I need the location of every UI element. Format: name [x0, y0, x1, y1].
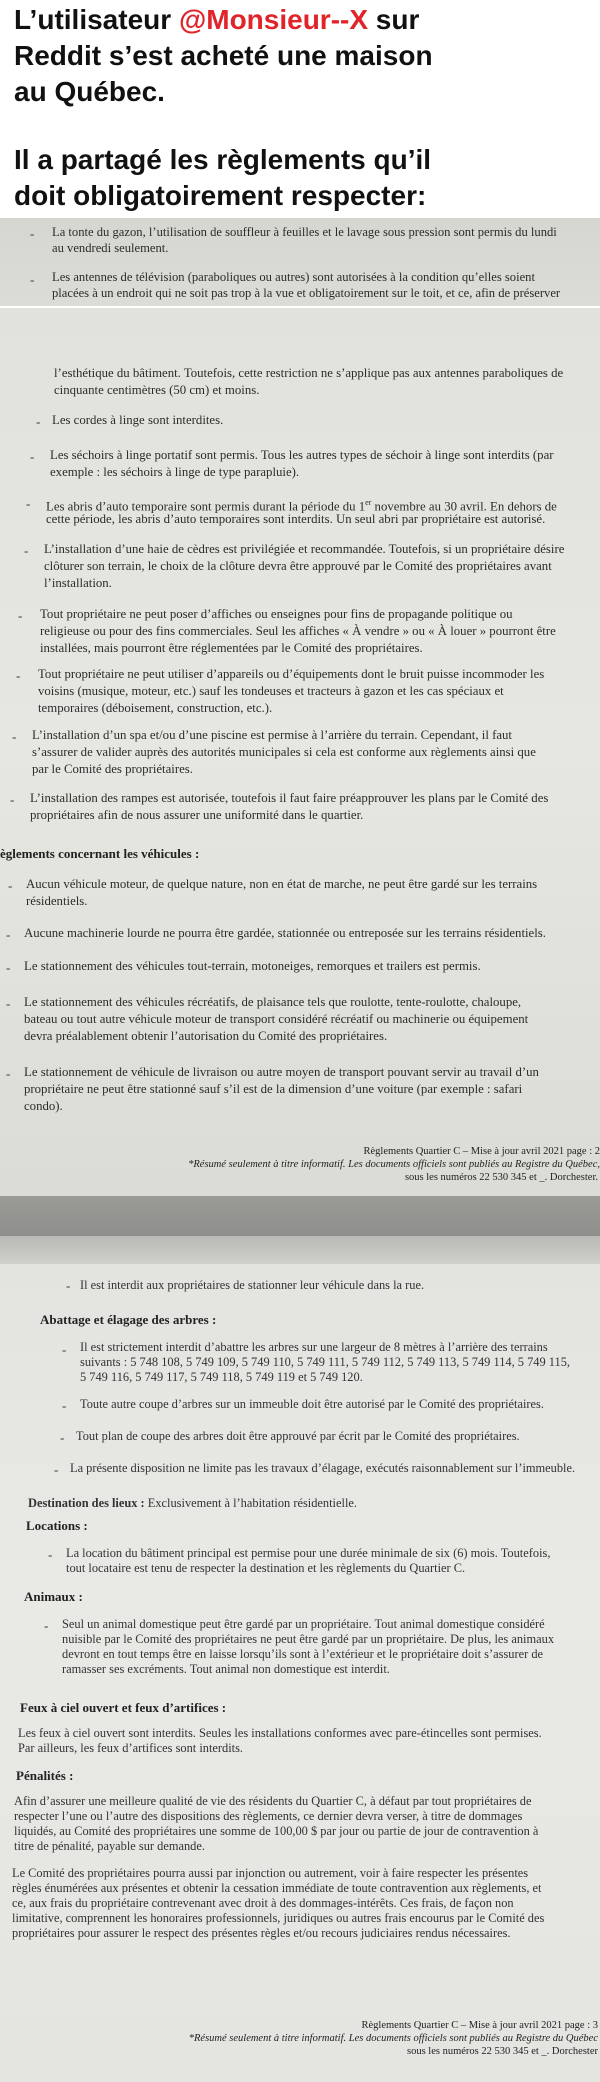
- bullet-dash: -: [36, 414, 41, 429]
- rule-line: s’assurer de valider auprès des autorités municipales si cela est conforme aux règlements ainsi que: [32, 745, 536, 759]
- rule-line: titre de pénalité, payable sur demande.: [14, 1839, 205, 1853]
- section-heading-locations: Locations :: [26, 1518, 88, 1533]
- rule-line: Les cordes à linge sont interdites.: [52, 413, 224, 427]
- bullet-dash: -: [6, 1066, 11, 1081]
- rule-line: condo).: [24, 1099, 63, 1113]
- caption-line-3: au Québec.: [14, 76, 165, 107]
- rule-line: respecter l’une ou l’autre des dispositions des règlements, ce dernier devra verser, à titre de dommages: [14, 1809, 523, 1823]
- bullet-dash: -: [6, 996, 11, 1011]
- rule-line: voisins (musique, moteur, etc.) sauf les tondeuses et tracteurs à gazon et les cas spéciaux et: [38, 684, 504, 698]
- bullet-dash: -: [16, 668, 21, 683]
- rule-line: Le Comité des propriétaires pourra aussi par injonction ou autrement, voir à faire respecter les présentes: [12, 1866, 529, 1880]
- rule-line: limitative, comprennent les honoraires professionnels, juridiques ou autres frais encourus par le Comité des: [12, 1911, 545, 1925]
- bullet-dash: -: [18, 608, 23, 623]
- rule-line: Les antennes de télévision (paraboliques ou autres) sont autorisées à la condition qu’elles soient: [52, 270, 535, 284]
- rule-line: L’installation des rampes est autorisée, toutefois il faut faire préapprouver les plans par le Comité des: [30, 791, 549, 805]
- rule-line: La tonte du gazon, l’utilisation de souffleur à feuilles et le lavage sous pression sont permis du lundi: [52, 225, 557, 239]
- bullet-dash: -: [62, 1342, 67, 1357]
- rule-line: Tout propriétaire ne peut poser d’affiches ou enseignes pour fins de propagande politique ou: [40, 607, 513, 621]
- rule-line: La location du bâtiment principal est permise pour une durée minimale de six (6) mois. Toutefois,: [66, 1546, 551, 1560]
- rule-line: Toute autre coupe d’arbres sur un immeuble doit être autorisé par le Comité des propriétaires.: [80, 1397, 544, 1411]
- rule-line: Seul un animal domestique peut être gardé par un propriétaire. Tout animal domestique considéré: [62, 1617, 545, 1631]
- bullet-dash: -: [62, 1398, 67, 1413]
- photo-gap-light: [0, 1236, 600, 1264]
- rule-line: religieuse ou pour des fins commerciales. Seul les affiches « À vendre » ou « À louer » pourront être: [40, 624, 556, 638]
- page-footer-note: *Résumé seulement à titre informatif. Les documents officiels sont publiés au Registre du Québec: [188, 2033, 598, 2044]
- rule-line: temporaires (déboisement, construction, etc.).: [38, 701, 273, 715]
- page-footer-registry: sous les numéros 22 530 345 et _. Dorchester.: [404, 1172, 598, 1183]
- rule-line: L’installation d’une haie de cèdres est privilégiée et recommandée. Toutefois, si un propriétaire désire: [44, 542, 565, 556]
- rule-line: ramasser ses excréments. Tout animal non domestique est interdit.: [62, 1662, 390, 1676]
- photo-gap-dark: [0, 1196, 600, 1236]
- document-photo-3: [0, 1264, 600, 2082]
- rule-line: l’esthétique du bâtiment. Toutefois, cette restriction ne s’applique pas aux antennes paraboliques de: [54, 366, 564, 380]
- rule-line: installées, mais pourront être réglementées par le Comité des propriétaires.: [40, 641, 423, 655]
- bullet-dash: -: [8, 878, 13, 893]
- rule-line: liquidés, au Comité des propriétaires une somme de 100,00 $ par jour ou partie de jour de contravention à: [14, 1824, 539, 1838]
- bullet-dash: -: [10, 792, 15, 807]
- rule-line: nuisible par le Comité des propriétaires ne peut être gardé par un propriétaire. De plus, les animaux: [62, 1632, 555, 1646]
- rule-line: résidentiels.: [26, 894, 88, 908]
- rule-line: devra préalablement obtenir l’autorisation du Comité des propriétaires.: [24, 1029, 388, 1043]
- bullet-dash: -: [66, 1278, 71, 1293]
- rule-line: Aucun véhicule moteur, de quelque nature, non en état de marche, ne peut être gardé sur les terrains: [26, 877, 538, 891]
- document-photo-1: [0, 218, 600, 306]
- bullet-dash: -: [44, 1618, 49, 1633]
- rule-line: exemple : les séchoirs à linge de type parapluie).: [50, 465, 300, 479]
- rule-line: clôturer son terrain, le choix de la clôture devra être approuvé par le Comité des propriétaires avant: [44, 559, 552, 573]
- section-heading-animals: Animaux :: [24, 1589, 83, 1604]
- rule-line: Les feux à ciel ouvert sont interdits. Seules les installations conformes avec pare-étincelles sont permises.: [18, 1726, 542, 1740]
- bullet-dash: -: [60, 1430, 65, 1445]
- bullet-dash: -: [6, 927, 11, 942]
- rule-line: bateau ou tout autre véhicule moteur de transport considéré récréatif ou machinerie ou équipement: [24, 1012, 529, 1026]
- rule-line: propriétaire ne peut être stationné sauf s’il est de la dimension d’une voiture (par exemple : safari: [24, 1082, 523, 1096]
- section-heading-trees: Abattage et élagage des arbres :: [40, 1312, 217, 1327]
- rule-line: Tout plan de coupe des arbres doit être approuvé par écrit par le Comité des propriétaires.: [76, 1429, 520, 1443]
- rule-line: Tout propriétaire ne peut utiliser d’appareils ou d’équipements dont le bruit puisse incommoder les: [38, 667, 545, 681]
- rule-line: propriétaires pour assurer le respect des présentes règles et/ou recours judiciaires rendus nécessaires.: [12, 1926, 511, 1940]
- document-photo-2: [0, 308, 600, 1196]
- page-footer: Règlements Quartier C – Mise à jour avril 2021 page : 2: [363, 1146, 600, 1157]
- rule-line: Aucune machinerie lourde ne pourra être gardée, stationnée ou entreposée sur les terrains résidentiels.: [24, 926, 546, 940]
- rule-line: placées à un endroit qui ne soit pas trop à la vue et obligatoirement sur le toit, et ce, afin de préserver: [52, 286, 561, 300]
- bullet-dash: -: [30, 449, 35, 464]
- bullet-dash: -: [12, 729, 17, 744]
- caption-line-1: L’utilisateur @Monsieur--X sur: [14, 4, 420, 35]
- destination-value: Exclusivement à l’habitation résidentielle.: [144, 1496, 357, 1510]
- rule-line: Il est interdit aux propriétaires de stationner leur véhicule dans la rue.: [80, 1278, 425, 1292]
- rule-line: Le stationnement de véhicule de livraison ou autre moyen de transport pouvant servir au travail d’un: [24, 1065, 539, 1079]
- page-footer-registry: sous les numéros 22 530 345 et _. Dorchester: [406, 2046, 598, 2057]
- rule-line: par le Comité des propriétaires.: [32, 762, 193, 776]
- page-footer: Règlements Quartier C – Mise à jour avril 2021 page : 3: [361, 2020, 598, 2031]
- rule-line: Par ailleurs, les feux d’artifices sont interdits.: [18, 1741, 244, 1755]
- caption-line-5: doit obligatoirement respecter:: [14, 180, 427, 211]
- rule-line: L’installation d’un spa et/ou d’une piscine est permise à l’arrière du terrain. Cependant, il faut: [32, 728, 512, 742]
- rule-line: Les abris d’auto temporaire sont permis durant la période du 1er novembre au 30 avril. En dehors de: [46, 498, 557, 514]
- caption-line-2: Reddit s’est acheté une maison: [14, 40, 433, 71]
- section-heading-vehicles: èglements concernant les véhicules :: [0, 846, 200, 861]
- rule-line: Afin d’assurer une meilleure qualité de vie des résidents du Quartier C, à défaut par tout propriétaires de: [14, 1794, 532, 1808]
- bullet-dash: -: [48, 1547, 53, 1562]
- destination-label: Destination des lieux :: [28, 1496, 145, 1510]
- rule-line: devront en tout temps être en laisse lorsqu’ils sont à l’extérieur et le propriétaire doit s’assurer de: [62, 1647, 544, 1661]
- bullet-dash: -: [24, 543, 29, 558]
- rule-line: propriétaires afin de nous assurer une uniformité dans le quartier.: [30, 808, 364, 822]
- rule-line: La présente disposition ne limite pas les travaux d’élagage, exécutés raisonnablement sur l’immeuble.: [70, 1461, 576, 1475]
- rule-line: suivants : 5 748 108, 5 749 109, 5 749 110, 5 749 111, 5 749 112, 5 749 113, 5 749 114, 5 749 115,: [80, 1355, 570, 1369]
- rule-line: Il est strictement interdit d’abattre les arbres sur une largeur de 8 mètres à l’arrière des terrains: [80, 1340, 548, 1354]
- bullet-dash: -: [54, 1462, 59, 1477]
- reddit-username: @Monsieur--X: [178, 4, 369, 35]
- rule-line: Le stationnement des véhicules récréatifs, de plaisance tels que roulotte, tente-roulotte, chaloupe,: [24, 995, 522, 1009]
- caption-line-4: Il a partagé les règlements qu’il: [14, 144, 432, 175]
- rule-line: tout locataire est tenu de respecter la destination et les règlements du Quartier C.: [66, 1561, 466, 1575]
- bullet-dash: -: [26, 496, 31, 511]
- section-heading-fires: Feux à ciel ouvert et feux d’artifices :: [20, 1700, 227, 1715]
- destination-rule: [28, 1496, 357, 1512]
- rule-line: Les séchoirs à linge portatif sont permis. Tous les autres types de séchoir à linge sont interdits (par: [50, 448, 554, 462]
- bullet-dash: -: [30, 226, 35, 241]
- rule-line: Le stationnement des véhicules tout-terrain, motoneiges, remorques et trailers est permis.: [24, 959, 481, 973]
- bullet-dash: -: [30, 272, 35, 287]
- rule-line: l’installation.: [44, 576, 112, 590]
- caption-header: [0, 0, 600, 218]
- rule-line: ce, aux frais du propriétaire contrevenant avec droit à des dommages-intérêts. Ces frais, de façon non: [12, 1896, 514, 1910]
- page-footer-note: *Résumé seulement à titre informatif. Les documents officiels sont publiés au Registre du Québec,: [188, 1159, 600, 1170]
- rule-line: règles énumérées aux présentes et obtenir la cessation immédiate de toute contravention aux règlements, et: [12, 1881, 542, 1895]
- section-heading-penalties: Pénalités :: [16, 1768, 74, 1783]
- rule-line: cette période, les abris d’auto temporaires sont interdits. Un seul abri par propriétaire est autorisé.: [46, 512, 546, 526]
- rule-line: au vendredi seulement.: [52, 241, 169, 255]
- rule-line: 5 749 116, 5 749 117, 5 749 118, 5 749 119 et 5 749 120.: [80, 1370, 363, 1384]
- bullet-dash: -: [6, 960, 11, 975]
- rule-line: cinquante centimètres (50 cm) et moins.: [54, 383, 260, 397]
